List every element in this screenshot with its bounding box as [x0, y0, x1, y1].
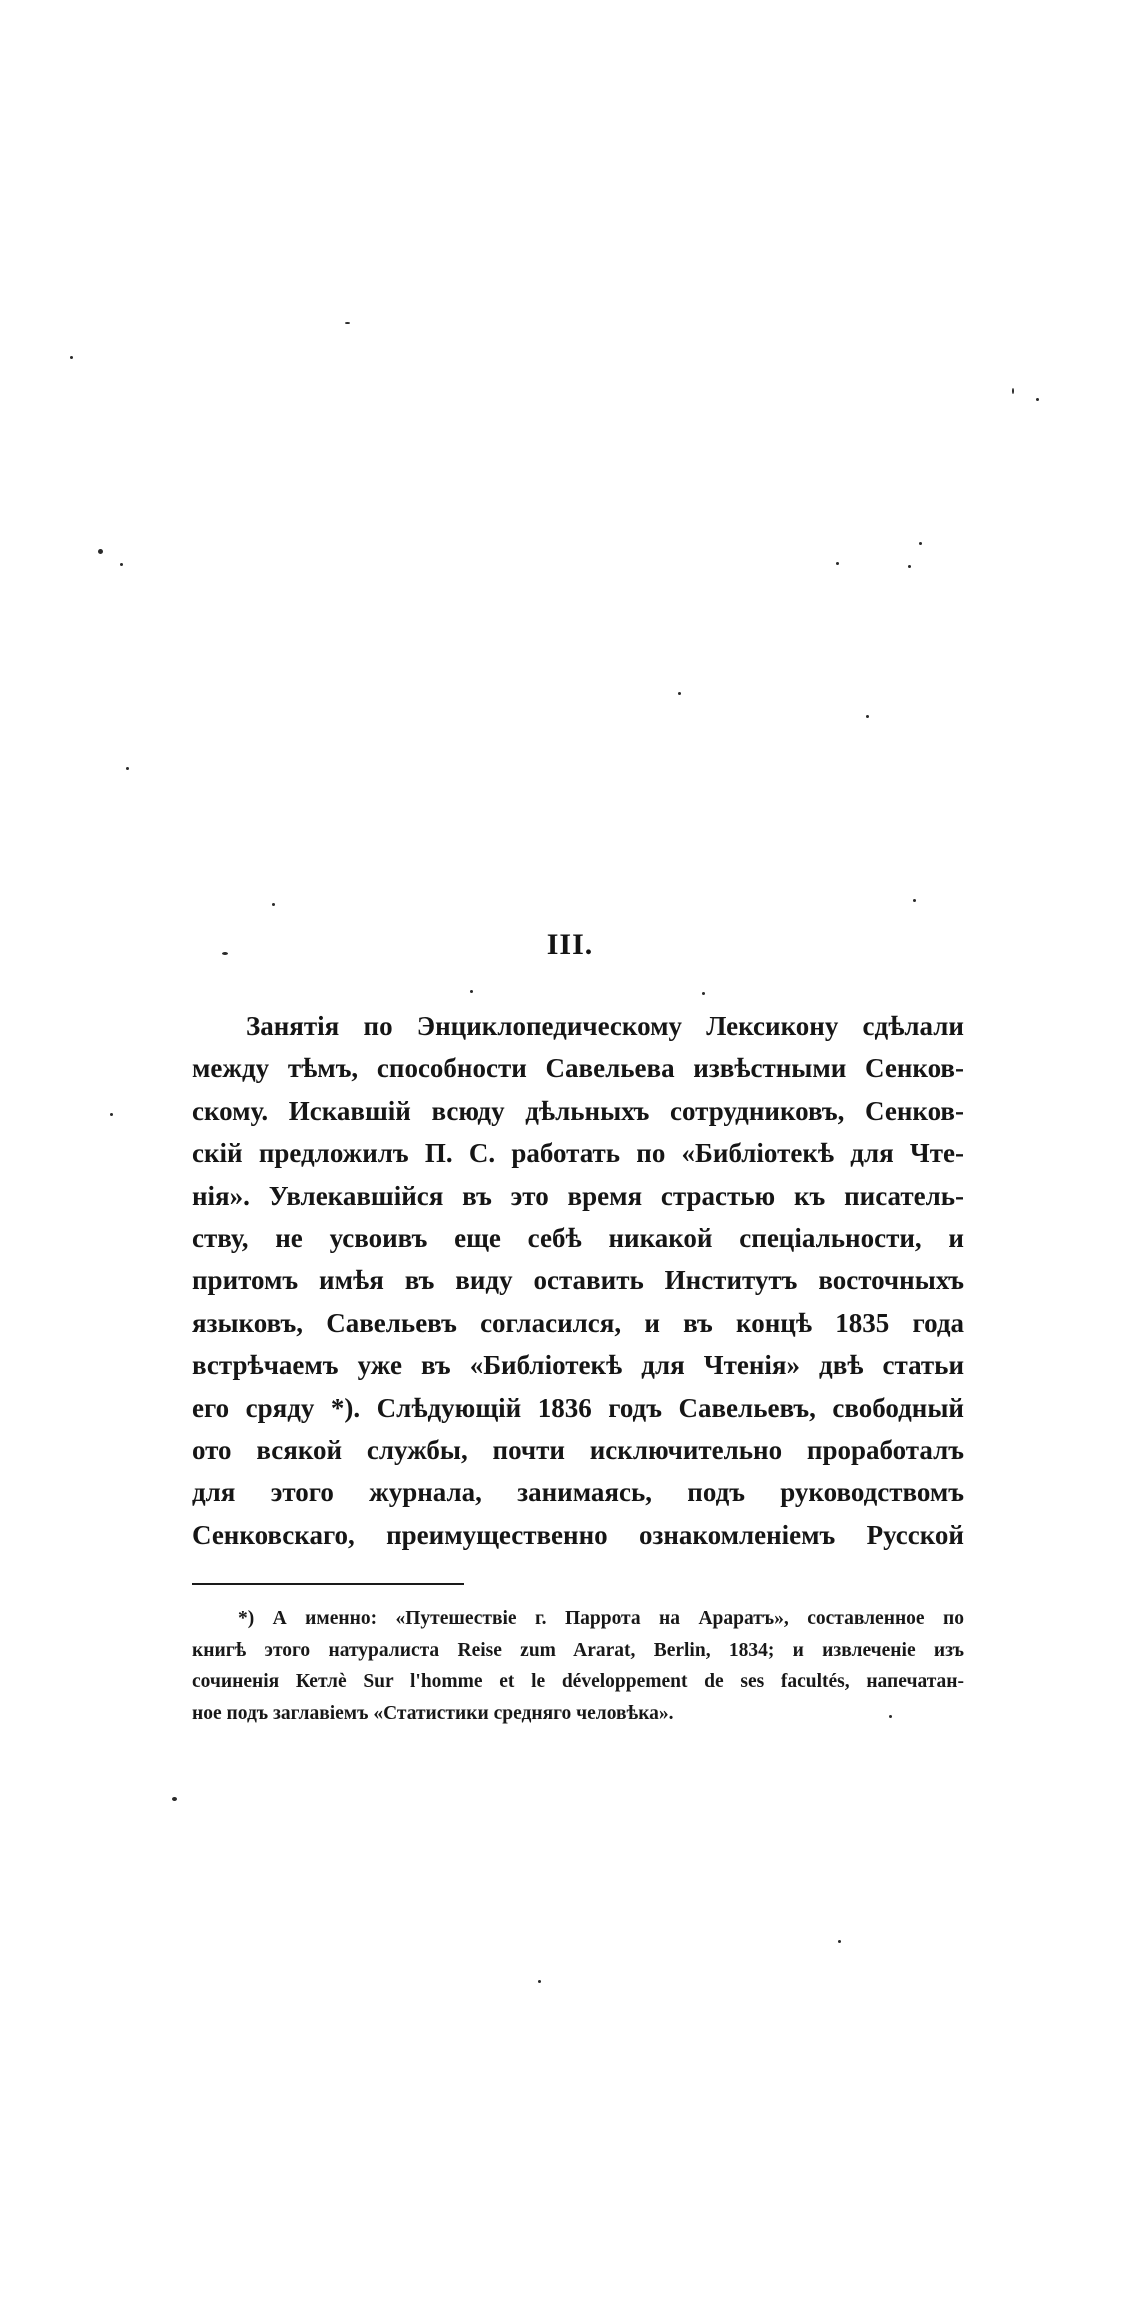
footnote-line: ное подъ заглавіемъ «Статистики средняго человѣка». [192, 1703, 674, 1725]
body-line: притомъ имѣя въ виду оставить Институтъ восточныхъ [192, 1265, 964, 1296]
scan-speck [126, 767, 129, 770]
body-line: встрѣчаемъ уже въ «Библіотекѣ для Чтенія» двѣ статьи [192, 1350, 964, 1381]
body-line: Сенковскаго, преимущественно ознакомленіемъ Русской [192, 1519, 964, 1550]
body-line: для этого журнала, занимаясь, подъ руководствомъ [192, 1477, 964, 1508]
chapter-heading: III. [546, 928, 594, 961]
scan-speck [172, 1797, 177, 1801]
body-line: скому. Искавшій всюду дѣльныхъ сотрудниковъ, Сенков- [192, 1095, 964, 1126]
scan-speck [866, 715, 869, 718]
scan-speck [538, 1980, 541, 1983]
scan-speck [678, 692, 681, 695]
body-line: нія». Увлекавшійся въ это время страстью къ писатель- [192, 1180, 964, 1211]
scan-speck [913, 899, 916, 902]
scan-speck [908, 565, 911, 568]
scan-speck [702, 992, 705, 995]
scan-speck [1036, 398, 1039, 401]
scan-speck [98, 549, 103, 554]
scan-speck [470, 990, 473, 993]
body-line: ото всякой службы, почти исключительно проработалъ [192, 1434, 964, 1465]
scan-speck [919, 542, 922, 545]
footnote-line: *) А именно: «Путешествіе г. Паррота на Араратъ», составленное по [238, 1608, 964, 1629]
scan-speck [1012, 388, 1014, 394]
body-line: его сряду *). Слѣдующій 1836 годъ Савельевъ, свободный [192, 1392, 964, 1423]
scan-speck [836, 562, 839, 565]
body-line: языковъ, Савельевъ согласился, и въ концѣ 1835 года [192, 1307, 964, 1338]
body-paragraph [192, 1005, 964, 1556]
scan-speck [120, 563, 123, 566]
body-line: Занятія по Энциклопедическому Лексикону сдѣлали [246, 1011, 964, 1041]
scan-speck [345, 322, 350, 324]
body-line: скій предложилъ П. С. работать по «Библіотекѣ для Чте- [192, 1138, 964, 1169]
footnote-line: сочиненія Кетлѐ Sur l'homme et le développement de ses facultés, напечатан- [192, 1671, 964, 1693]
footnote [192, 1603, 964, 1730]
body-line: ству, не усвоивъ еще себѣ никакой спеціальности, и [192, 1222, 964, 1253]
footnote-line: книгѣ этого натуралиста Reise zum Ararat, Berlin, 1834; и извлеченіе изъ [192, 1639, 964, 1661]
scan-speck [272, 903, 275, 906]
scan-speck [110, 1113, 113, 1116]
body-line: между тѣмъ, способности Савельева извѣстными Сенков- [192, 1053, 964, 1084]
scan-speck [838, 1940, 841, 1943]
footnote-separator [192, 1583, 464, 1585]
scan-speck [70, 356, 73, 359]
scan-speck [222, 952, 228, 955]
